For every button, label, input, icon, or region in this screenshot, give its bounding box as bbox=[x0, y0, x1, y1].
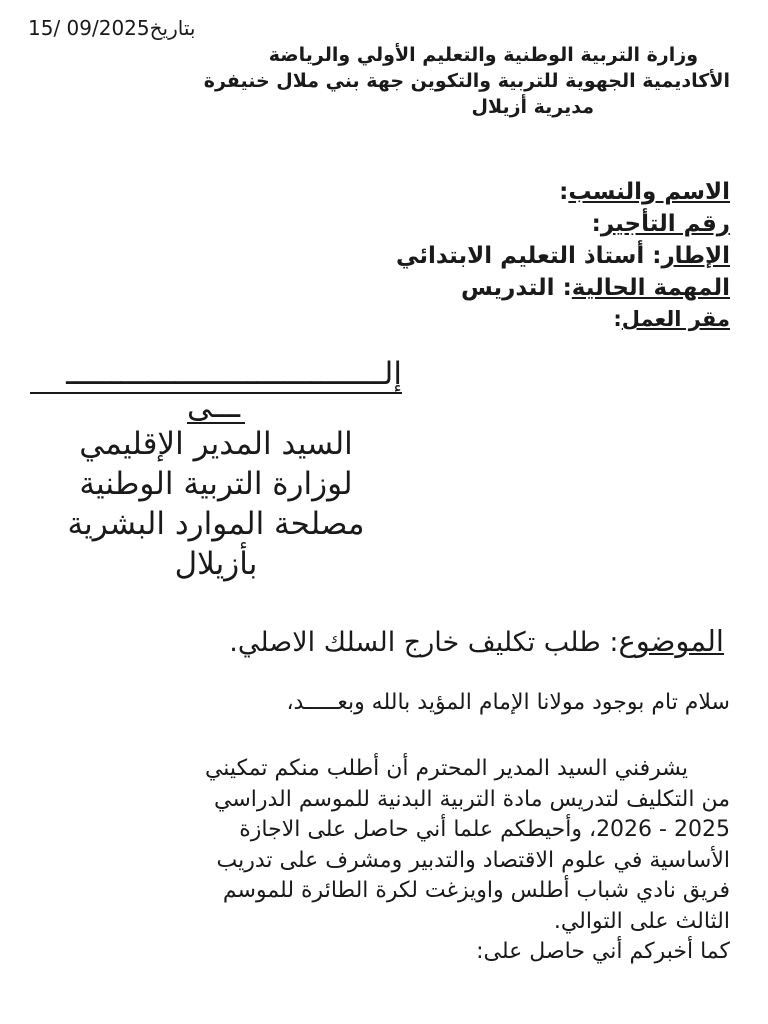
info-row-work: مقر العمل: bbox=[613, 307, 730, 331]
workplace-label: مقر العمل bbox=[621, 307, 730, 331]
addressee-line-2: لوزارة التربية الوطنية bbox=[79, 466, 353, 502]
body-line: الأساسية في علوم الاقتصاد والتدبير ومشرف على تدريب bbox=[216, 847, 730, 873]
date-value: 15/ 09/2025 bbox=[28, 16, 150, 40]
letter-greeting: سلام تام بوجود مولانا الإمام المؤيد بالله وبعـــــد، bbox=[286, 690, 730, 715]
info-row-task: المهمة الحالية: التدريس bbox=[460, 275, 730, 301]
task-value: التدريس bbox=[460, 275, 555, 301]
task-label: المهمة الحالية bbox=[571, 275, 730, 301]
rent-number-label: رقم التأجير bbox=[600, 211, 730, 237]
frame-value: أستاذ التعليم الابتدائي bbox=[396, 243, 645, 269]
addressee-line-3: مصلحة الموارد البشرية bbox=[67, 506, 365, 542]
addressee-line-4: بأزيلال bbox=[174, 546, 258, 582]
letter-header bbox=[30, 42, 730, 120]
body-line: كما أخبركم أني حاصل على: bbox=[476, 939, 730, 964]
sender-info bbox=[396, 176, 730, 334]
addressee-to-tail: ـــى bbox=[30, 390, 402, 424]
body-line: فريق نادي شباب أطلس واويزغت لكرة الطائرة للموسم bbox=[222, 878, 730, 903]
academy-name: الأكاديمية الجهوية للتربية والتكوين جهة بني ملال خنيفرة bbox=[203, 70, 730, 92]
subject-label: الموضوع bbox=[618, 624, 724, 658]
info-row-rent: رقم التأجير: bbox=[591, 211, 730, 237]
info-row-name: الاسم والنسب: bbox=[559, 179, 730, 205]
letter-subject: الموضوع: طلب تكليف خارج السلك الاصلي. bbox=[229, 624, 724, 658]
date-prefix: بتاريخ bbox=[149, 16, 196, 40]
body-line: من التكليف لتدريس مادة التربية البدنية للموسم الدراسي bbox=[213, 786, 730, 812]
subject-text: طلب تكليف خارج السلك الاصلي. bbox=[229, 627, 601, 658]
letter-body bbox=[50, 754, 730, 968]
name-label: الاسم والنسب bbox=[568, 179, 730, 205]
ministry-name: وزارة التربية الوطنية والتعليم الأولي والرياضة bbox=[268, 44, 698, 66]
body-line: يشرفني السيد المدير المحترم أن أطلب منكم تمكيني bbox=[204, 756, 688, 781]
frame-label: الإطار bbox=[661, 243, 730, 269]
addressee-block bbox=[30, 356, 402, 584]
body-line: الثالث على التوالي. bbox=[553, 908, 730, 934]
info-row-frame: الإطار: أستاذ التعليم الابتدائي bbox=[396, 243, 730, 269]
addressee-line-1: السيد المدير الإقليمي bbox=[79, 426, 353, 462]
body-line: 2025 - 2026، وأحيطكم علما أني حاصل على الاجازة bbox=[239, 817, 730, 842]
addressee-to: إلـــــــــــــــــــــــــــــــــــ bbox=[30, 356, 402, 394]
directorate-name: مديرية أزيلال bbox=[471, 96, 594, 118]
document-date bbox=[28, 16, 195, 40]
